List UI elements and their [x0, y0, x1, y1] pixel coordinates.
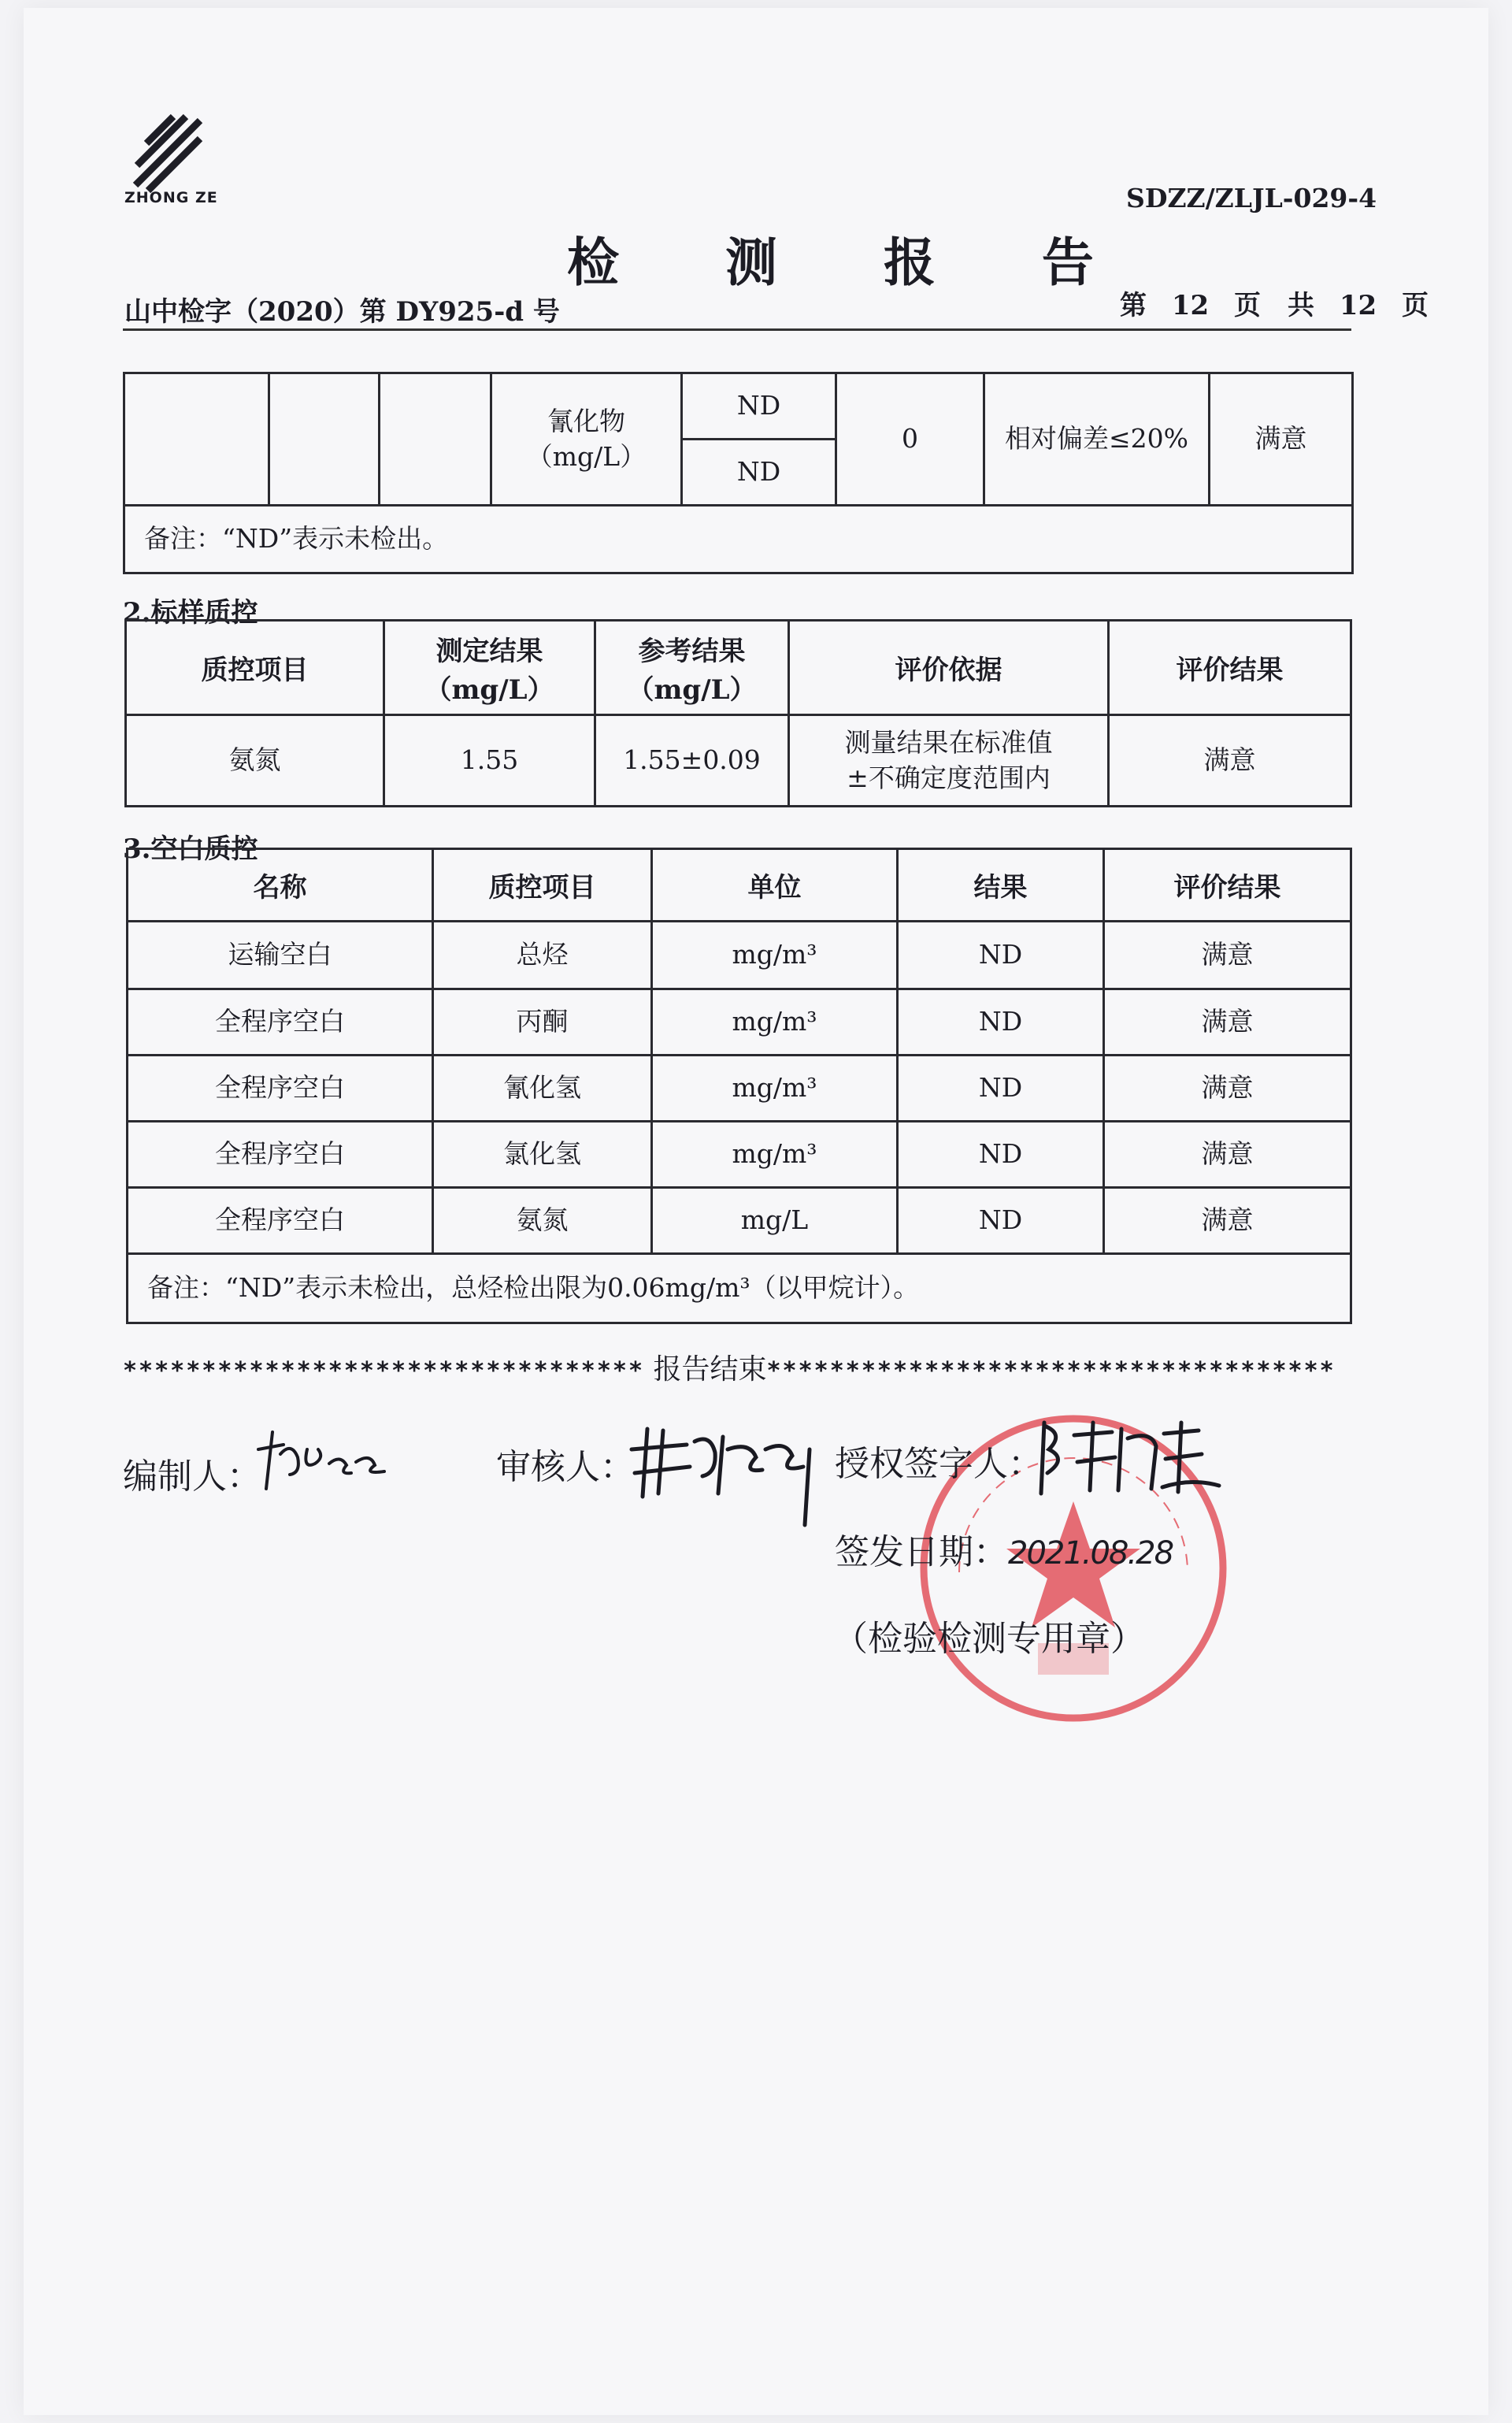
issue-date-field	[835, 1523, 1173, 1574]
report-page	[24, 8, 1488, 2415]
table-row	[128, 989, 1351, 1056]
document-code: SDZZ/ZLJL-029-4	[1126, 183, 1377, 213]
header-measured	[384, 621, 595, 715]
cell-item: 丙酮	[433, 989, 652, 1056]
section-2-title: 2.标样质控	[123, 597, 258, 629]
table3-note: 备注：“ND”表示未检出，总烃检出限为0.06mg/m³（以甲烷计）。	[128, 1254, 1351, 1323]
table-row	[128, 1188, 1351, 1254]
cell-name: 运输空白	[128, 922, 433, 989]
row-basis-line2: ±不确定度范围内	[847, 762, 1051, 793]
cell-result: ND	[898, 1056, 1104, 1122]
header-qc-item: 质控项目	[126, 621, 384, 715]
section-3-title: 3.空白质控	[123, 833, 258, 865]
cell-eval: 满意	[1104, 1122, 1351, 1188]
result-1: ND	[682, 373, 836, 440]
logo-text: ZHONG ZE	[124, 189, 218, 206]
cell-unit: mg/m³	[652, 922, 898, 989]
cell-name: 全程序空白	[128, 989, 433, 1056]
row-basis-line1: 测量结果在标准值	[844, 726, 1053, 758]
header-measured-line1: 测定结果	[435, 635, 543, 667]
cell-result: ND	[898, 922, 1104, 989]
compiler-signature-icon	[252, 1426, 394, 1497]
table1-note: 备注：“ND”表示未检出。	[124, 506, 1353, 573]
row-basis	[789, 715, 1109, 807]
header-basis: 评价依据	[789, 621, 1109, 715]
result-2: ND	[682, 440, 836, 506]
table-row	[128, 1122, 1351, 1188]
date-label: 签发日期：	[835, 1532, 1008, 1572]
cell-item: 氨氮	[433, 1188, 652, 1254]
compiler-field	[123, 1448, 261, 1498]
reviewer-field	[496, 1438, 635, 1489]
qc-item: 氰化物	[547, 405, 625, 436]
stamp-note: （检验检测专用章）	[833, 1619, 1145, 1659]
reviewer-label: 审核人：	[496, 1447, 635, 1487]
standard-sample-table	[124, 619, 1352, 807]
signer-label: 授权签字人：	[835, 1444, 1043, 1484]
report-end-text: 报告结束	[644, 1353, 767, 1386]
stars-left: *********************************	[123, 1357, 645, 1385]
table-row	[128, 922, 1351, 989]
blank-qc-table	[126, 848, 1352, 1324]
header-reference-line1: 参考结果	[638, 635, 746, 667]
header-measured-line2: （mg/L）	[424, 673, 554, 706]
page-info: 第 12 页 共 12 页	[1120, 290, 1429, 321]
empty-cell	[380, 373, 491, 506]
compiler-label: 编制人：	[123, 1456, 261, 1497]
row-measured: 1.55	[384, 715, 595, 807]
header-qc-item: 质控项目	[433, 849, 652, 922]
cell-name: 全程序空白	[128, 1122, 433, 1188]
cell-item: 总烃	[433, 922, 652, 989]
cell-unit: mg/m³	[652, 989, 898, 1056]
authorized-signer-field	[835, 1435, 1043, 1486]
evaluation: 满意	[1210, 373, 1353, 506]
reviewer-signature-icon	[624, 1418, 821, 1528]
issue-date-value: 2021.08.28	[1008, 1535, 1173, 1571]
cell-unit: mg/m³	[652, 1056, 898, 1122]
cell-item: 氯化氢	[433, 1122, 652, 1188]
row-reference: 1.55±0.09	[595, 715, 789, 807]
table-row	[128, 1056, 1351, 1122]
cell-eval: 满意	[1104, 922, 1351, 989]
cell-unit: mg/L	[652, 1188, 898, 1254]
cell-eval: 满意	[1104, 989, 1351, 1056]
header-unit: 单位	[652, 849, 898, 922]
cell-eval: 满意	[1104, 1188, 1351, 1254]
report-title: 检 测 报 告	[567, 232, 1138, 293]
qc-unit: （mg/L）	[526, 440, 647, 472]
header-evaluation: 评价结果	[1104, 849, 1351, 922]
header-name: 名称	[128, 849, 433, 922]
empty-cell	[124, 373, 269, 506]
cell-item: 氰化氢	[433, 1056, 652, 1122]
report-number: 山中检字（2020）第 DY925-d 号	[124, 296, 560, 328]
cell-result: ND	[898, 1188, 1104, 1254]
header-result: 评价结果	[1109, 621, 1351, 715]
stars-right: ************************************	[766, 1357, 1336, 1385]
qc-item-cell	[491, 373, 682, 506]
criterion: 相对偏差≤20%	[984, 373, 1210, 506]
row-item: 氨氮	[126, 715, 384, 807]
cell-result: ND	[898, 989, 1104, 1056]
header-divider	[123, 328, 1351, 331]
row-result: 满意	[1109, 715, 1351, 807]
signer-signature-icon	[1033, 1415, 1230, 1501]
cell-result: ND	[898, 1122, 1104, 1188]
report-end-line	[123, 1347, 1336, 1387]
cell-name: 全程序空白	[128, 1056, 433, 1122]
parallel-sample-table	[123, 372, 1354, 574]
deviation: 0	[836, 373, 984, 506]
header-reference-line2: （mg/L）	[627, 673, 757, 706]
header-result: 结果	[898, 849, 1104, 922]
cell-name: 全程序空白	[128, 1188, 433, 1254]
cell-unit: mg/m³	[652, 1122, 898, 1188]
empty-cell	[269, 373, 380, 506]
header-reference	[595, 621, 789, 715]
cell-eval: 满意	[1104, 1056, 1351, 1122]
